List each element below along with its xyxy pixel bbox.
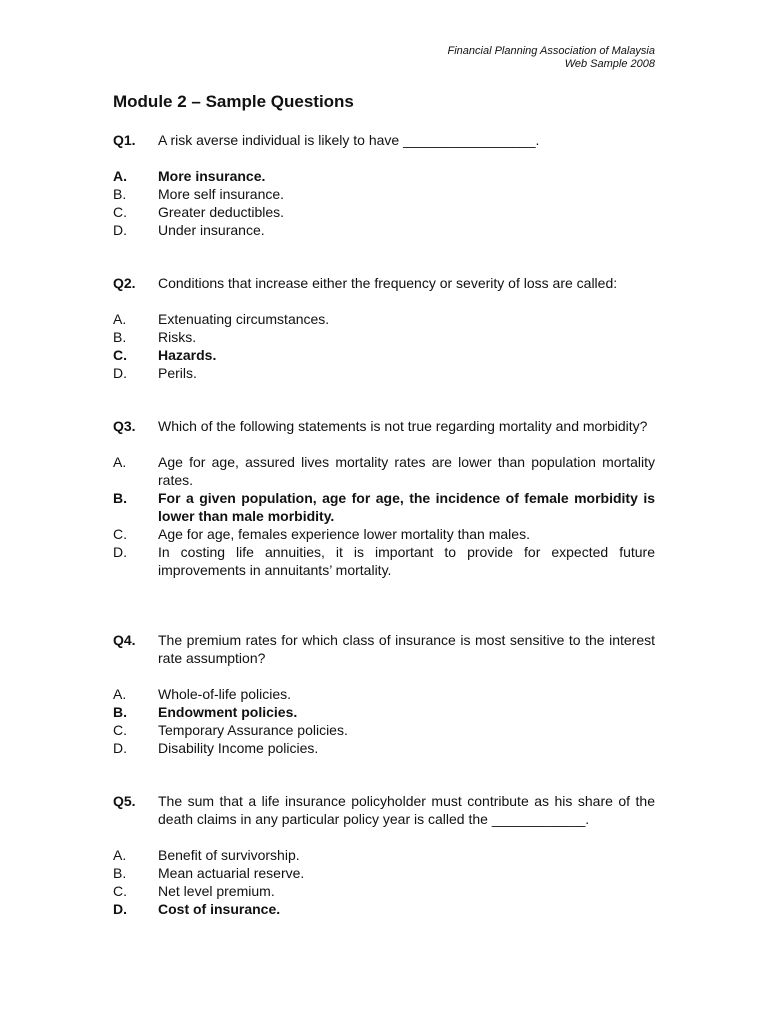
option-letter: D.	[113, 365, 127, 381]
question-4	[113, 631, 655, 757]
option-a	[113, 453, 655, 489]
option-text: Risks.	[158, 329, 197, 345]
option-text: Perils.	[158, 365, 197, 381]
option-text: Endowment policies.	[158, 704, 298, 720]
option-list	[113, 846, 655, 918]
option-text: Age for age, females experience lower mortality than males.	[158, 526, 530, 542]
option-text: Age for age, assured lives mortality rates are lower than population mortality rates.	[158, 454, 655, 488]
option-text: Cost of insurance.	[158, 901, 281, 917]
option-b	[113, 185, 655, 203]
option-letter: C.	[113, 526, 127, 542]
header-sample-label: Web Sample 2008	[564, 58, 655, 70]
option-list	[113, 310, 655, 382]
question-text: The sum that a life insurance policyholder must contribute as his share of the death claims in any particular policy year is called the ____________.	[158, 793, 655, 827]
option-c	[113, 882, 655, 900]
option-c	[113, 721, 655, 739]
option-letter: B.	[113, 704, 127, 720]
option-text: In costing life annuities, it is important to provide for expected future improvements in annuitants’ mortality.	[158, 544, 655, 578]
option-text: Greater deductibles.	[158, 204, 285, 220]
option-letter: A.	[113, 686, 127, 702]
option-letter: A.	[113, 847, 127, 863]
option-text: For a given population, age for age, the incidence of female morbidity is lower than male morbidity.	[158, 490, 655, 524]
option-list	[113, 167, 655, 239]
option-list	[113, 453, 655, 579]
option-letter: D.	[113, 901, 127, 917]
option-text: More self insurance.	[158, 186, 285, 202]
option-letter: A.	[113, 311, 127, 327]
option-letter: B.	[113, 329, 127, 345]
option-letter: C.	[113, 204, 127, 220]
question-number: Q4.	[113, 632, 136, 648]
option-letter: D.	[113, 544, 127, 560]
question-text: Which of the following statements is not true regarding mortality and morbidity?	[158, 418, 648, 434]
question-number: Q3.	[113, 418, 136, 434]
option-c	[113, 346, 655, 364]
option-c	[113, 525, 655, 543]
option-letter: C.	[113, 883, 127, 899]
option-letter: D.	[113, 740, 127, 756]
option-d	[113, 900, 655, 918]
question-2	[113, 274, 655, 382]
option-text: Hazards.	[158, 347, 217, 363]
header-organization: Financial Planning Association of Malaysia	[447, 45, 655, 57]
option-letter: D.	[113, 222, 127, 238]
question-number: Q2.	[113, 275, 136, 291]
option-a	[113, 310, 655, 328]
page-header	[448, 45, 655, 71]
option-letter: C.	[113, 347, 127, 363]
option-text: Mean actuarial reserve.	[158, 865, 305, 881]
option-letter: B.	[113, 186, 127, 202]
option-text: Disability Income policies.	[158, 740, 319, 756]
option-b	[113, 864, 655, 882]
option-letter: A.	[113, 168, 127, 184]
option-list	[113, 685, 655, 757]
option-b	[113, 703, 655, 721]
question-1	[113, 131, 655, 239]
option-letter: B.	[113, 865, 127, 881]
question-5	[113, 792, 655, 918]
option-text: Whole-of-life policies.	[158, 686, 292, 702]
question-text: The premium rates for which class of insurance is most sensitive to the interest rate assumption?	[158, 632, 655, 666]
option-b	[113, 328, 655, 346]
option-text: More insurance.	[158, 168, 266, 184]
option-text: Temporary Assurance policies.	[158, 722, 348, 738]
option-letter: A.	[113, 454, 127, 470]
option-text: Net level premium.	[158, 883, 275, 899]
question-number: Q5.	[113, 793, 136, 809]
option-b	[113, 489, 655, 525]
option-text: Extenuating circumstances.	[158, 311, 330, 327]
option-letter: B.	[113, 490, 127, 506]
question-3	[113, 417, 655, 579]
option-d	[113, 364, 655, 382]
option-a	[113, 167, 655, 185]
question-number: Q1.	[113, 132, 136, 148]
option-text: Under insurance.	[158, 222, 265, 238]
question-text: A risk averse individual is likely to have _________________.	[158, 132, 540, 148]
option-a	[113, 685, 655, 703]
option-d	[113, 543, 655, 579]
option-d	[113, 739, 655, 757]
option-a	[113, 846, 655, 864]
option-text: Benefit of survivorship.	[158, 847, 300, 863]
option-c	[113, 203, 655, 221]
option-d	[113, 221, 655, 239]
question-text: Conditions that increase either the frequency or severity of loss are called:	[158, 275, 618, 291]
option-letter: C.	[113, 722, 127, 738]
page-title: Module 2 – Sample Questions	[113, 92, 354, 111]
